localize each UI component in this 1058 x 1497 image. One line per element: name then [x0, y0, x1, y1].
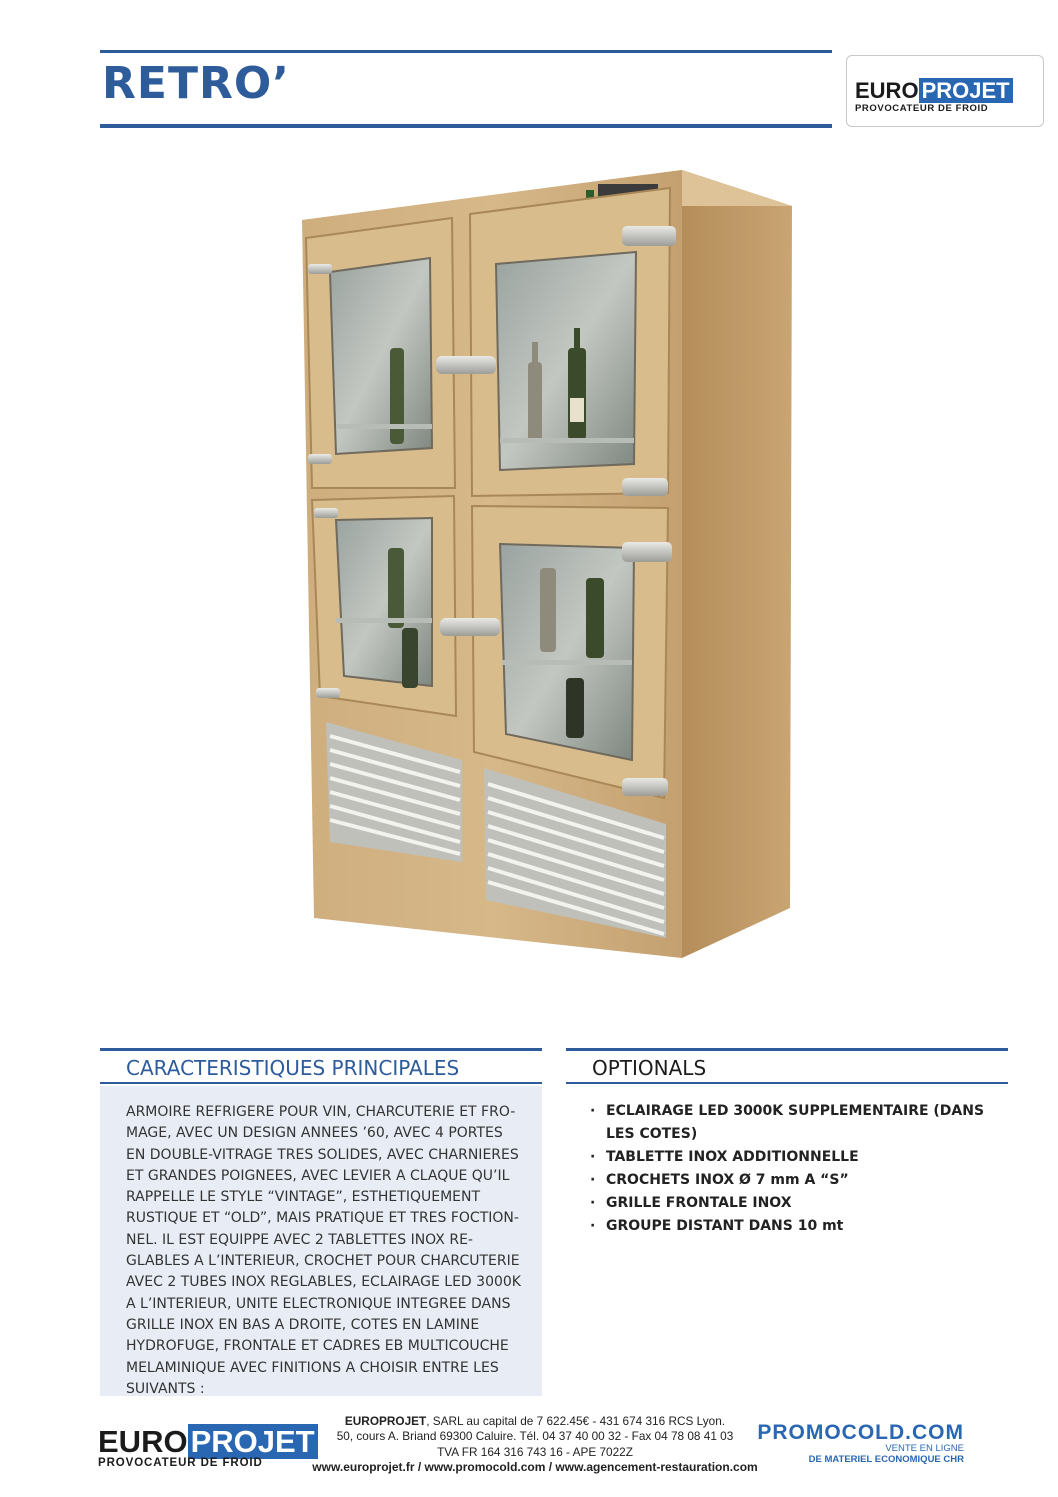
features-line: MELAMINIQUE AVEC FINITIONS A CHOISIR ENTRE LES [126, 1359, 499, 1376]
bullet-icon: · [590, 1103, 596, 1119]
optional-item [590, 1169, 1010, 1192]
features-line: A L’INTERIEUR, UNITE ELECTRONIQUE INTEGREE DANS [126, 1295, 511, 1312]
features-rule-top [100, 1048, 542, 1051]
features-line: RAPPELLE LE STYLE “VINTAGE”, ESTHETIQUEMENT [126, 1189, 481, 1206]
features-line: ARMOIRE REFRIGERE POUR VIN, CHARCUTERIE ET FRO- [126, 1104, 516, 1120]
features-line: EN DOUBLE-VITRAGE TRES SOLIDES, AVEC CHARNIERES [126, 1146, 519, 1163]
footer-company-name: EUROPROJET [344, 1414, 427, 1428]
optional-text: GRILLE FRONTALE INOX [606, 1195, 792, 1211]
features-line: MAGE, AVEC UN DESIGN ANNEES ’60, AVEC 4 PORTES [126, 1125, 503, 1142]
features-line: GRILLE INOX EN BAS A DROITE, COTES EN LAMINE [126, 1316, 480, 1333]
wine-cabinet-photo [250, 148, 810, 988]
features-text [126, 1102, 526, 1400]
optional-text: CROCHETS INOX Ø 7 mm A “S” [606, 1172, 849, 1188]
optional-item [590, 1192, 1010, 1215]
logo-euro: EURO [855, 78, 919, 103]
optionals-rule-top [566, 1048, 1008, 1051]
features-heading: CARACTERISTIQUES PRINCIPALES [126, 1056, 460, 1080]
bullet-icon: · [590, 1218, 596, 1234]
optional-text: TABLETTE INOX ADDITIONNELLE [606, 1149, 859, 1165]
features-line: SUIVANTS : [126, 1380, 205, 1397]
optionals-rule-bottom [566, 1082, 1008, 1084]
footer-address: 50, cours A. Briand 69300 Caluire. Tél. 04 37 40 00 32 - Fax 04 78 08 41 03 [336, 1429, 734, 1444]
bullet-icon: · [590, 1172, 596, 1188]
europrojet-logo [846, 55, 1044, 127]
features-line: ET GRANDES POIGNEES, AVEC LEVIER A CLAQUE QU’IL [126, 1167, 510, 1184]
features-line: AVEC 2 TUBES INOX REGLABLES, ECLAIRAGE LED 3000K [126, 1274, 521, 1291]
footer-logo-wordmark [98, 1426, 318, 1457]
logo-projet: PROJET [919, 78, 1013, 103]
header-rule-top [100, 50, 832, 53]
promocold-line1: VENTE EN LIGNE [885, 1443, 964, 1454]
page-title: RETRO’ [102, 58, 290, 109]
features-line: HYDROFUGE, FRONTALE ET CADRES EB MULTICOUCHE [126, 1338, 509, 1355]
promocold-name: PROMOCOLD.COM [757, 1421, 964, 1444]
promocold-line2: DE MATERIEL ECONOMIQUE CHR [808, 1454, 964, 1465]
features-line: GLABLES A L’INTERIEUR, CROCHET POUR CHARCUTERIE [126, 1253, 520, 1270]
header-rule-bottom [100, 124, 832, 128]
footer-company-capital: , SARL au capital de 7 622.45€ - 431 674 316 RCS Lyon. [426, 1414, 726, 1428]
footer-logo-euro: EURO [98, 1424, 188, 1459]
promocold-logo [752, 1422, 964, 1465]
features-line: RUSTIQUE ET “OLD”, MAIS PRATIQUE ET TRES FOCTION- [126, 1210, 519, 1227]
optional-item [590, 1100, 1010, 1146]
footer-company-info [300, 1414, 770, 1475]
optionals-heading: OPTIONALS [592, 1056, 707, 1080]
footer-logo-projet: PROJET [188, 1424, 318, 1459]
footer-logo [98, 1426, 318, 1469]
logo-tagline: PROVOCATEUR DE FROID [855, 103, 989, 114]
logo-wordmark [855, 80, 1013, 102]
optionals-list [590, 1100, 1010, 1238]
footer-logo-tagline: PROVOCATEUR DE FROID [98, 1457, 263, 1469]
optional-text: ECLAIRAGE LED 3000K SUPPLEMENTAIRE (DANS LES COTES) [606, 1103, 985, 1142]
bullet-icon: · [590, 1149, 596, 1165]
features-box [100, 1086, 542, 1396]
footer-tva: TVA FR 164 316 743 16 - APE 7022Z [437, 1444, 633, 1459]
bullet-icon: · [590, 1195, 596, 1211]
footer-company-line [300, 1414, 770, 1429]
optional-item [590, 1146, 1010, 1169]
optional-text: GROUPE DISTANT DANS 10 mt [606, 1218, 844, 1234]
features-rule-bottom [100, 1082, 542, 1084]
features-line: NEL. IL EST EQUIPPE AVEC 2 TABLETTES INOX RE- [126, 1231, 473, 1248]
footer-websites[interactable]: www.europrojet.fr / www.promocold.com / www.agencement-restauration.com [312, 1459, 758, 1474]
optional-item [590, 1215, 1010, 1238]
